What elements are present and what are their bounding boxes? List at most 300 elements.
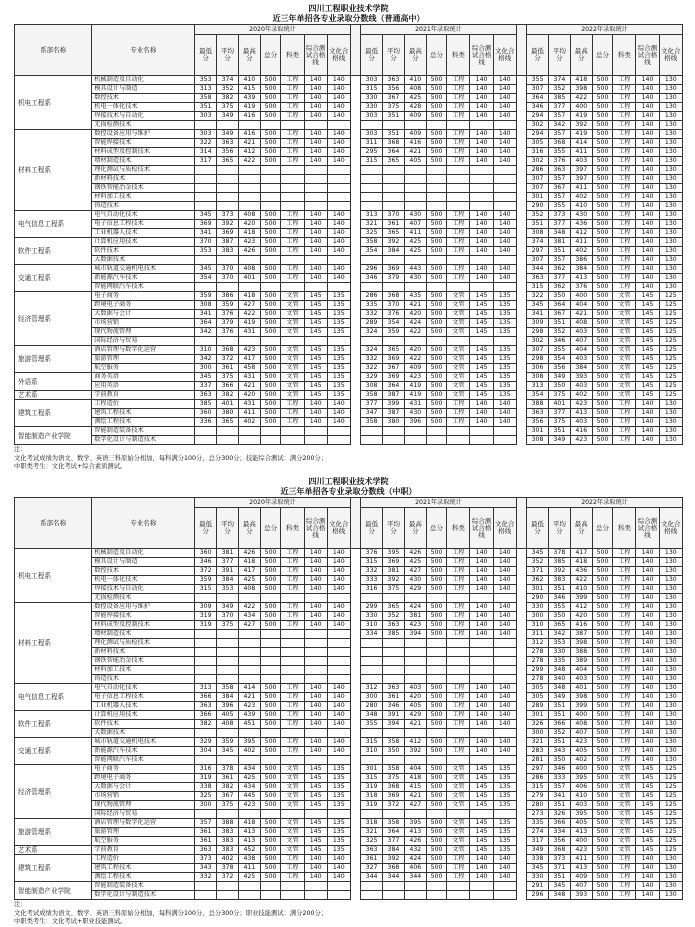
score-cell: 365	[217, 157, 239, 166]
score-cell: 文管	[613, 292, 636, 301]
score-cell: 140	[636, 891, 659, 900]
score-cell: 387	[217, 238, 239, 247]
score-cell: 140	[493, 747, 516, 756]
score-cell	[327, 648, 350, 657]
score-cell	[383, 166, 405, 175]
score-cell: 500	[260, 693, 281, 702]
column-spacer	[350, 283, 360, 292]
score-cell: 工程	[447, 130, 470, 139]
score-cell: 334	[548, 828, 570, 837]
score-cell: 140	[470, 864, 493, 873]
column-header: 最高分	[570, 508, 592, 549]
column-spacer	[516, 310, 526, 319]
score-cell: 307	[527, 85, 549, 94]
score-cell: 500	[260, 130, 281, 139]
score-cell	[217, 427, 239, 436]
score-cell: 421	[404, 301, 426, 310]
score-cell: 500	[592, 85, 613, 94]
score-cell: 140	[470, 738, 493, 747]
score-cell: 405	[217, 711, 239, 720]
score-cell: 140	[304, 76, 327, 85]
score-cell: 402	[217, 855, 239, 864]
score-cell: 307	[527, 184, 549, 193]
score-cell: 500	[592, 94, 613, 103]
score-cell: 417	[570, 549, 592, 558]
score-cell: 工程	[447, 747, 470, 756]
column-spacer	[350, 373, 360, 382]
score-cell: 文管	[613, 783, 636, 792]
score-cell: 140	[327, 747, 350, 756]
score-cell: 145	[470, 774, 493, 783]
score-cell: 工程	[447, 873, 470, 882]
score-cell: 145	[636, 301, 659, 310]
score-cell: 工程	[613, 855, 636, 864]
score-cell: 388	[217, 819, 239, 828]
score-cell: 353	[217, 585, 239, 594]
major-name: 跨境电子商务	[92, 301, 195, 310]
score-cell	[195, 657, 217, 666]
score-cell: 500	[592, 391, 613, 400]
score-cell: 341	[195, 229, 217, 238]
table-row	[15, 355, 683, 364]
score-cell: 140	[470, 630, 493, 639]
table-row	[15, 576, 683, 585]
column-spacer	[350, 247, 360, 256]
score-cell: 130	[659, 639, 682, 648]
score-cell: 500	[592, 846, 613, 855]
score-cell	[327, 202, 350, 211]
score-cell	[327, 283, 350, 292]
score-cell	[361, 648, 383, 657]
score-cell: 工程	[281, 418, 304, 427]
score-cell: 296	[527, 891, 549, 900]
column-spacer	[516, 855, 526, 864]
score-cell	[470, 166, 493, 175]
score-cell	[238, 594, 260, 603]
table-row	[15, 157, 683, 166]
score-cell: 421	[238, 693, 260, 702]
score-cell: 工程	[447, 220, 470, 229]
table-row	[15, 427, 683, 436]
score-cell: 401	[570, 684, 592, 693]
major-name: 智能制造装备技术	[92, 882, 195, 891]
score-cell: 500	[592, 112, 613, 121]
score-cell: 145	[470, 846, 493, 855]
score-cell	[304, 202, 327, 211]
score-cell: 500	[592, 873, 613, 882]
major-name: 现代物流管理	[92, 328, 195, 337]
column-spacer	[516, 873, 526, 882]
column-spacer	[350, 418, 360, 427]
score-cell: 500	[260, 247, 281, 256]
major-name: 电子信息工程技术	[92, 693, 195, 702]
score-cell: 145	[304, 364, 327, 373]
score-cell	[327, 891, 350, 900]
score-cell: 130	[659, 684, 682, 693]
score-cell: 305	[527, 693, 549, 702]
score-cell: 500	[592, 310, 613, 319]
score-cell: 140	[470, 229, 493, 238]
score-cell: 500	[592, 157, 613, 166]
column-header: 最低分	[195, 35, 217, 76]
score-cell: 130	[659, 594, 682, 603]
dept-name: 经济管理系	[15, 765, 92, 819]
score-cell: 文管	[447, 373, 470, 382]
score-cell: 140	[327, 720, 350, 729]
column-spacer	[516, 648, 526, 657]
score-cell: 140	[636, 220, 659, 229]
score-cell: 140	[636, 130, 659, 139]
score-cell: 文管	[613, 355, 636, 364]
score-cell: 140	[470, 612, 493, 621]
score-cell: 381	[217, 549, 239, 558]
column-header: 最高分	[404, 508, 426, 549]
score-cell	[404, 436, 426, 445]
major-name: 机械制造及自动化	[92, 76, 195, 85]
score-cell: 500	[260, 837, 281, 846]
major-name: 材料加工技术	[92, 193, 195, 202]
score-cell: 140	[470, 157, 493, 166]
score-cell: 125	[659, 364, 682, 373]
score-cell: 366	[217, 382, 239, 391]
score-cell: 130	[659, 612, 682, 621]
score-cell	[238, 256, 260, 265]
score-cell	[281, 166, 304, 175]
score-cell: 140	[636, 630, 659, 639]
score-cell	[404, 891, 426, 900]
score-cell: 300	[527, 729, 549, 738]
score-cell: 130	[659, 864, 682, 873]
score-cell: 145	[636, 364, 659, 373]
score-cell: 401	[238, 274, 260, 283]
score-cell	[447, 639, 470, 648]
score-cell	[493, 666, 516, 675]
score-cell	[304, 594, 327, 603]
column-spacer	[516, 801, 526, 810]
score-cell: 500	[592, 274, 613, 283]
score-cell: 432	[404, 846, 426, 855]
score-cell: 工程	[613, 558, 636, 567]
score-cell: 130	[659, 211, 682, 220]
score-cell: 382	[217, 783, 239, 792]
score-cell: 工程	[613, 157, 636, 166]
score-cell: 425	[404, 247, 426, 256]
score-cell: 文管	[613, 819, 636, 828]
score-cell	[217, 882, 239, 891]
score-cell: 310	[527, 621, 549, 630]
column-spacer	[350, 364, 360, 373]
score-cell	[195, 729, 217, 738]
score-cell	[404, 427, 426, 436]
score-cell: 工程	[613, 130, 636, 139]
score-cell: 145	[304, 328, 327, 337]
score-cell: 415	[238, 85, 260, 94]
major-name: 数控设备应用与维护	[92, 130, 195, 139]
score-cell: 410	[570, 792, 592, 801]
score-cell: 500	[426, 738, 447, 747]
score-cell: 文管	[281, 774, 304, 783]
score-cell: 140	[636, 94, 659, 103]
column-spacer	[350, 675, 360, 684]
score-cell: 140	[470, 265, 493, 274]
score-cell: 文管	[613, 346, 636, 355]
score-cell: 140	[636, 139, 659, 148]
major-name: 理化测试与质检技术	[92, 166, 195, 175]
score-cell: 工程	[613, 112, 636, 121]
score-cell: 135	[327, 292, 350, 301]
score-cell: 500	[592, 382, 613, 391]
score-cell: 135	[493, 310, 516, 319]
column-spacer	[350, 85, 360, 94]
score-cell	[304, 639, 327, 648]
score-cell: 422	[404, 328, 426, 337]
score-cell: 500	[426, 846, 447, 855]
score-cell: 286	[527, 166, 549, 175]
score-cell: 140	[327, 738, 350, 747]
score-cell: 140	[636, 175, 659, 184]
score-cell: 500	[592, 319, 613, 328]
score-cell	[304, 882, 327, 891]
score-cell: 424	[404, 319, 426, 328]
score-cell: 307	[527, 175, 549, 184]
score-cell: 125	[659, 382, 682, 391]
score-cell: 145	[636, 355, 659, 364]
score-cell: 145	[636, 837, 659, 846]
column-header: 最低分	[361, 35, 383, 76]
score-cell: 384	[570, 364, 592, 373]
score-cell: 500	[592, 810, 613, 819]
score-cell: 423	[570, 436, 592, 445]
score-cell	[281, 891, 304, 900]
score-cell: 413	[238, 828, 260, 837]
score-cell	[404, 657, 426, 666]
score-cell: 145	[304, 319, 327, 328]
score-cell: 130	[659, 675, 682, 684]
score-cell: 500	[592, 130, 613, 139]
table-row	[15, 436, 683, 445]
score-cell: 369	[195, 220, 217, 229]
score-cell: 140	[327, 409, 350, 418]
score-cell: 工程	[613, 256, 636, 265]
score-cell: 工程	[447, 112, 470, 121]
column-spacer	[350, 765, 360, 774]
table-sheet-general	[14, 4, 683, 472]
score-cell	[260, 166, 281, 175]
score-cell	[493, 891, 516, 900]
dept-name: 经济管理系	[15, 292, 92, 346]
score-cell: 145	[470, 319, 493, 328]
table-row	[15, 76, 683, 85]
column-header: 最低分	[527, 508, 549, 549]
score-cell: 500	[260, 558, 281, 567]
score-cell	[426, 202, 447, 211]
score-cell: 145	[636, 819, 659, 828]
score-table	[14, 497, 683, 900]
score-cell: 140	[493, 549, 516, 558]
score-cell: 365	[383, 346, 405, 355]
score-cell: 文管	[447, 346, 470, 355]
score-cell: 327	[361, 864, 383, 873]
score-cell: 145	[470, 792, 493, 801]
score-cell: 140	[470, 873, 493, 882]
score-cell	[238, 639, 260, 648]
score-cell	[281, 594, 304, 603]
score-cell: 工程	[613, 702, 636, 711]
score-cell	[304, 427, 327, 436]
score-cell: 140	[636, 567, 659, 576]
score-cell	[260, 756, 281, 765]
score-cell: 140	[304, 157, 327, 166]
score-cell: 404	[570, 666, 592, 675]
score-cell: 工程	[281, 247, 304, 256]
score-cell: 420	[404, 693, 426, 702]
score-cell: 424	[404, 603, 426, 612]
score-cell: 140	[327, 576, 350, 585]
score-cell: 382	[195, 720, 217, 729]
score-cell: 140	[493, 585, 516, 594]
score-cell: 367	[548, 310, 570, 319]
table-row	[15, 193, 683, 202]
score-cell	[217, 175, 239, 184]
score-cell	[447, 594, 470, 603]
score-cell: 414	[238, 684, 260, 693]
score-cell: 423	[570, 738, 592, 747]
score-cell: 140	[636, 103, 659, 112]
score-cell: 140	[636, 585, 659, 594]
score-cell: 500	[426, 220, 447, 229]
score-cell: 工程	[447, 400, 470, 409]
score-cell: 421	[404, 792, 426, 801]
score-cell: 140	[493, 274, 516, 283]
score-cell: 384	[383, 247, 405, 256]
score-cell	[327, 166, 350, 175]
score-cell: 145	[636, 846, 659, 855]
score-cell: 135	[327, 364, 350, 373]
score-cell: 140	[304, 94, 327, 103]
score-cell: 312	[361, 684, 383, 693]
score-cell: 340	[548, 675, 570, 684]
score-cell	[426, 594, 447, 603]
score-cell: 工程	[613, 864, 636, 873]
score-cell: 130	[659, 576, 682, 585]
score-cell: 140	[304, 418, 327, 427]
score-cell: 407	[570, 882, 592, 891]
score-cell: 140	[636, 702, 659, 711]
score-cell: 135	[327, 837, 350, 846]
score-cell: 349	[217, 130, 239, 139]
major-name: 市场营销	[92, 319, 195, 328]
score-cell: 145	[470, 765, 493, 774]
score-cell: 350	[548, 292, 570, 301]
score-cell	[493, 594, 516, 603]
score-cell: 140	[470, 711, 493, 720]
score-cell: 工程	[613, 220, 636, 229]
score-cell: 500	[592, 882, 613, 891]
score-cell: 500	[592, 202, 613, 211]
score-cell: 359	[217, 301, 239, 310]
score-cell: 351	[548, 711, 570, 720]
score-cell	[361, 436, 383, 445]
score-cell	[426, 337, 447, 346]
score-cell: 140	[636, 747, 659, 756]
score-cell: 500	[260, 873, 281, 882]
score-cell: 500	[592, 756, 613, 765]
score-cell: 140	[470, 576, 493, 585]
table-row	[15, 382, 683, 391]
score-cell: 393	[570, 891, 592, 900]
score-cell: 125	[659, 328, 682, 337]
score-cell: 413	[404, 828, 426, 837]
score-cell: 500	[592, 801, 613, 810]
score-cell: 140	[304, 720, 327, 729]
score-cell: 308	[527, 436, 549, 445]
column-spacer	[516, 783, 526, 792]
score-cell	[238, 337, 260, 346]
score-cell	[470, 639, 493, 648]
score-cell: 140	[493, 400, 516, 409]
score-cell: 140	[636, 184, 659, 193]
score-cell: 500	[592, 193, 613, 202]
score-cell: 421	[238, 382, 260, 391]
score-cell: 文管	[613, 301, 636, 310]
score-cell: 125	[659, 292, 682, 301]
score-cell: 125	[659, 310, 682, 319]
column-spacer	[350, 621, 360, 630]
score-cell: 404	[570, 346, 592, 355]
major-name: 大数据技术	[92, 729, 195, 738]
score-cell: 352	[383, 612, 405, 621]
score-cell: 140	[304, 747, 327, 756]
score-cell	[195, 630, 217, 639]
score-cell: 145	[470, 355, 493, 364]
score-cell: 500	[426, 855, 447, 864]
score-cell	[493, 193, 516, 202]
score-cell: 500	[592, 612, 613, 621]
score-cell: 140	[470, 130, 493, 139]
score-cell: 500	[260, 139, 281, 148]
score-cell: 135	[493, 355, 516, 364]
note-line: 中职类考生：文化考试+职业技能测试。	[14, 918, 127, 925]
score-cell: 125	[659, 319, 682, 328]
score-cell: 291	[527, 882, 549, 891]
score-cell: 419	[570, 112, 592, 121]
table-row	[15, 549, 683, 558]
column-spacer	[350, 94, 360, 103]
table-row	[15, 558, 683, 567]
score-cell: 361	[217, 774, 239, 783]
score-cell: 125	[659, 774, 682, 783]
score-cell: 工程	[281, 148, 304, 157]
major-name: 酒店管理与数字化运营	[92, 819, 195, 828]
score-cell: 140	[327, 684, 350, 693]
score-cell: 313	[361, 211, 383, 220]
score-cell: 140	[493, 409, 516, 418]
score-cell: 294	[527, 130, 549, 139]
score-cell: 140	[470, 702, 493, 711]
score-cell: 工程	[281, 612, 304, 621]
score-cell: 500	[260, 576, 281, 585]
score-cell	[470, 891, 493, 900]
score-cell: 425	[238, 576, 260, 585]
score-cell: 140	[304, 567, 327, 576]
score-cell	[217, 193, 239, 202]
score-cell: 500	[426, 112, 447, 121]
column-spacer	[350, 130, 360, 139]
table-row	[15, 801, 683, 810]
score-cell	[238, 166, 260, 175]
major-name: 商务英语	[92, 373, 195, 382]
year-group-header: 2021年录取统计	[361, 498, 517, 508]
